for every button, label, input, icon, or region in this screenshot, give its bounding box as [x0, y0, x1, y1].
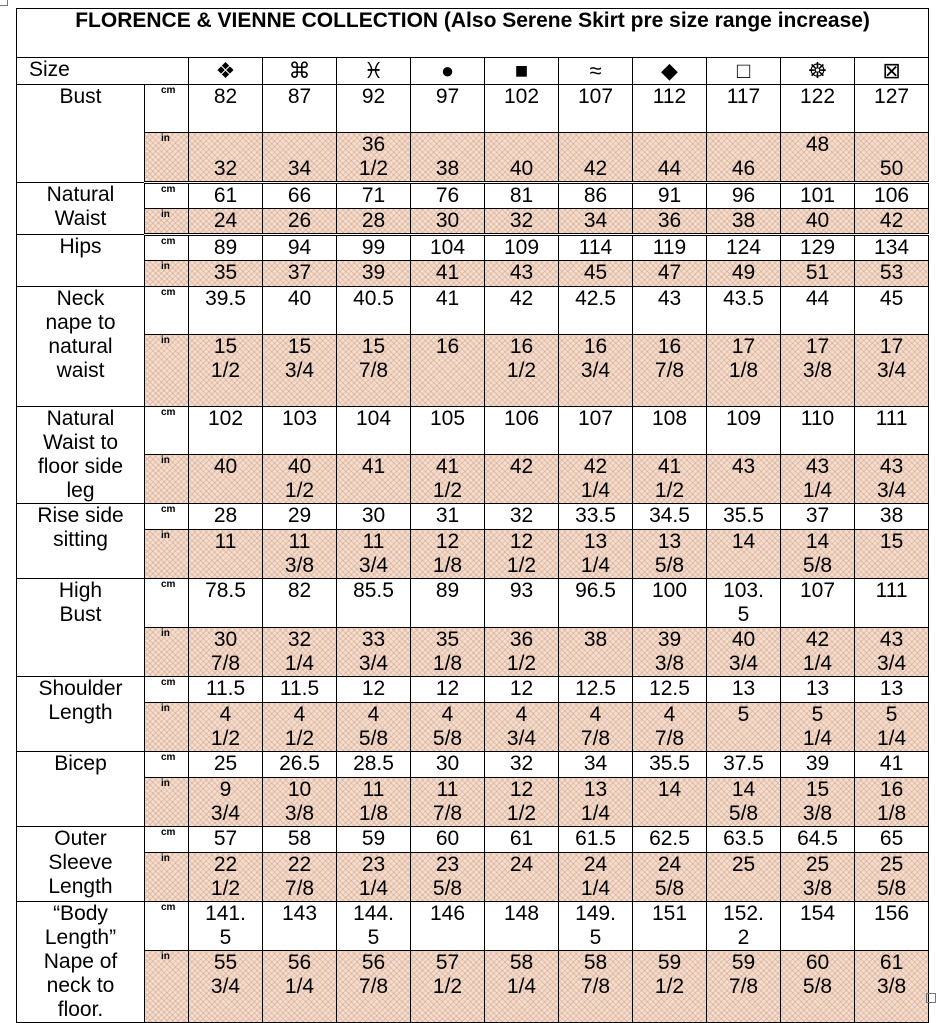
- cm-value-cell: 39.5: [189, 287, 263, 335]
- cm-value-cell: 107: [559, 407, 633, 455]
- in-value-cell: 41: [337, 455, 411, 504]
- in-value-cell: 24: [189, 209, 263, 235]
- cm-value-cell: 65: [855, 827, 929, 853]
- measurement-label-rise-side-sitting: Rise side sitting: [17, 504, 145, 579]
- unit-in-label: in: [145, 133, 189, 183]
- in-value-cell: 34: [263, 133, 337, 183]
- table-row: [17, 827, 929, 853]
- cm-value-cell: 89: [411, 579, 485, 628]
- unit-in-label: in: [145, 703, 189, 752]
- cm-value-cell: 129: [781, 235, 855, 261]
- cm-value-cell: 141. 5: [189, 902, 263, 951]
- measurement-rows: [17, 85, 929, 1023]
- cm-value-cell: 92: [337, 85, 411, 133]
- cm-value-cell: 107: [781, 579, 855, 628]
- in-value-cell: 9 3/4: [189, 778, 263, 827]
- in-value-cell: 45: [559, 261, 633, 287]
- in-value-cell: 40: [781, 209, 855, 235]
- unit-in-label: in: [145, 261, 189, 287]
- table-row: [17, 530, 929, 579]
- cm-value-cell: 99: [337, 235, 411, 261]
- in-value-cell: 11 1/8: [337, 778, 411, 827]
- size-symbol-4: ●: [411, 58, 485, 85]
- in-value-cell: 32 1/4: [263, 628, 337, 677]
- size-header-row: [17, 58, 929, 85]
- unit-cm-label: cm: [145, 407, 189, 455]
- in-value-cell: 59 7/8: [707, 951, 781, 1023]
- cm-value-cell: 61.5: [559, 827, 633, 853]
- in-value-cell: 49: [707, 261, 781, 287]
- in-value-cell: 30: [411, 209, 485, 235]
- cm-value-cell: 114: [559, 235, 633, 261]
- cm-value-cell: 87: [263, 85, 337, 133]
- measurement-label-bicep: Bicep: [17, 752, 145, 827]
- cm-value-cell: 82: [189, 85, 263, 133]
- in-value-cell: 43: [707, 455, 781, 504]
- cm-value-cell: 78.5: [189, 579, 263, 628]
- cm-value-cell: 31: [411, 504, 485, 530]
- cm-value-cell: 102: [189, 407, 263, 455]
- cm-value-cell: 30: [411, 752, 485, 778]
- size-symbol-6: ≈: [559, 58, 633, 85]
- cm-value-cell: 105: [411, 407, 485, 455]
- size-chart: [16, 8, 926, 1023]
- in-value-cell: 4 3/4: [485, 703, 559, 752]
- cm-value-cell: 12: [337, 677, 411, 703]
- cm-value-cell: 111: [855, 407, 929, 455]
- cm-value-cell: 28: [189, 504, 263, 530]
- size-symbol-9: ☸: [781, 58, 855, 85]
- cm-value-cell: 134: [855, 235, 929, 261]
- in-value-cell: 4 7/8: [559, 703, 633, 752]
- in-value-cell: 10 3/8: [263, 778, 337, 827]
- in-value-cell: 4 5/8: [411, 703, 485, 752]
- cm-value-cell: 29: [263, 504, 337, 530]
- in-value-cell: 38: [707, 209, 781, 235]
- cm-value-cell: 102: [485, 85, 559, 133]
- in-value-cell: 25 5/8: [855, 853, 929, 902]
- cm-value-cell: 82: [263, 579, 337, 628]
- in-value-cell: 24 1/4: [559, 853, 633, 902]
- unit-in-label: in: [145, 209, 189, 235]
- cm-value-cell: 11.5: [189, 677, 263, 703]
- in-value-cell: 60 5/8: [781, 951, 855, 1023]
- in-value-cell: 16 3/4: [559, 335, 633, 407]
- unit-cm-label: cm: [145, 827, 189, 853]
- cm-value-cell: 44: [781, 287, 855, 335]
- in-value-cell: 15 3/8: [781, 778, 855, 827]
- chart-title: FLORENCE & VIENNE COLLECTION (Also Serene Skirt pre size range increase): [17, 9, 929, 58]
- in-value-cell: 51: [781, 261, 855, 287]
- cm-value-cell: 152. 2: [707, 902, 781, 951]
- cm-value-cell: 100: [633, 579, 707, 628]
- in-value-cell: 41 1/2: [633, 455, 707, 504]
- cm-value-cell: 81: [485, 183, 559, 209]
- in-value-cell: 16 7/8: [633, 335, 707, 407]
- in-value-cell: 15 1/2: [189, 335, 263, 407]
- cm-value-cell: 96: [707, 183, 781, 209]
- cm-value-cell: 43: [633, 287, 707, 335]
- cm-value-cell: 33.5: [559, 504, 633, 530]
- in-value-cell: 17 1/8: [707, 335, 781, 407]
- cm-value-cell: 154: [781, 902, 855, 951]
- in-value-cell: 58 1/4: [485, 951, 559, 1023]
- in-value-cell: 30 7/8: [189, 628, 263, 677]
- measurement-label-natural-waist-to-floor-side-leg: Natural Waist to floor side leg: [17, 407, 145, 504]
- in-value-cell: 12 1/2: [485, 778, 559, 827]
- in-value-cell: 50: [855, 133, 929, 183]
- cm-value-cell: 104: [337, 407, 411, 455]
- cm-value-cell: 12: [411, 677, 485, 703]
- in-value-cell: 43: [485, 261, 559, 287]
- cm-value-cell: 119: [633, 235, 707, 261]
- table-row: [17, 778, 929, 827]
- in-value-cell: 34: [559, 209, 633, 235]
- table-row: [17, 235, 929, 261]
- in-value-cell: 42: [485, 455, 559, 504]
- cm-value-cell: 143: [263, 902, 337, 951]
- cm-value-cell: 149. 5: [559, 902, 633, 951]
- in-value-cell: 47: [633, 261, 707, 287]
- cm-value-cell: 66: [263, 183, 337, 209]
- unit-cm-label: cm: [145, 677, 189, 703]
- cm-value-cell: 12.5: [633, 677, 707, 703]
- cm-value-cell: 124: [707, 235, 781, 261]
- in-value-cell: 12 1/2: [485, 530, 559, 579]
- table-row: [17, 261, 929, 287]
- in-value-cell: 43 1/4: [781, 455, 855, 504]
- in-value-cell: 48: [781, 133, 855, 183]
- unit-cm-label: cm: [145, 287, 189, 335]
- cm-value-cell: 144. 5: [337, 902, 411, 951]
- in-value-cell: 56 7/8: [337, 951, 411, 1023]
- in-value-cell: 14: [707, 530, 781, 579]
- in-value-cell: 4 7/8: [633, 703, 707, 752]
- in-value-cell: 38: [411, 133, 485, 183]
- size-symbol-5: ■: [485, 58, 559, 85]
- cm-value-cell: 12.5: [559, 677, 633, 703]
- in-value-cell: 15: [855, 530, 929, 579]
- in-value-cell: 40 3/4: [707, 628, 781, 677]
- size-symbol-8: □: [707, 58, 781, 85]
- cm-value-cell: 86: [559, 183, 633, 209]
- in-value-cell: 11 7/8: [411, 778, 485, 827]
- in-value-cell: 55 3/4: [189, 951, 263, 1023]
- cm-value-cell: 39: [781, 752, 855, 778]
- in-value-cell: 58 7/8: [559, 951, 633, 1023]
- table-row: [17, 133, 929, 183]
- unit-in-label: in: [145, 853, 189, 902]
- cm-value-cell: 64.5: [781, 827, 855, 853]
- cm-value-cell: 42: [485, 287, 559, 335]
- in-value-cell: 36 1/2: [337, 133, 411, 183]
- cm-value-cell: 11.5: [263, 677, 337, 703]
- in-value-cell: 22 7/8: [263, 853, 337, 902]
- in-value-cell: 46: [707, 133, 781, 183]
- cm-value-cell: 43.5: [707, 287, 781, 335]
- cm-value-cell: 97: [411, 85, 485, 133]
- measurement-label-bust: Bust: [17, 85, 145, 183]
- cm-value-cell: 12: [485, 677, 559, 703]
- in-value-cell: 5 1/4: [781, 703, 855, 752]
- cm-value-cell: 103: [263, 407, 337, 455]
- cm-value-cell: 25: [189, 752, 263, 778]
- in-value-cell: 5: [707, 703, 781, 752]
- in-value-cell: 57 1/2: [411, 951, 485, 1023]
- in-value-cell: 22 1/2: [189, 853, 263, 902]
- table-row: [17, 752, 929, 778]
- in-value-cell: 15 3/4: [263, 335, 337, 407]
- cm-value-cell: 151: [633, 902, 707, 951]
- in-value-cell: 28: [337, 209, 411, 235]
- in-value-cell: 4 1/2: [263, 703, 337, 752]
- unit-cm-label: cm: [145, 183, 189, 209]
- in-value-cell: 43 3/4: [855, 455, 929, 504]
- in-value-cell: 11: [189, 530, 263, 579]
- in-value-cell: 14: [633, 778, 707, 827]
- measurement-label-shoulder-length: Shoulder Length: [17, 677, 145, 752]
- unit-cm-label: cm: [145, 85, 189, 133]
- size-symbol-10: ⊠: [855, 58, 929, 85]
- cm-value-cell: 94: [263, 235, 337, 261]
- cm-value-cell: 109: [707, 407, 781, 455]
- in-value-cell: 13 5/8: [633, 530, 707, 579]
- in-value-cell: 25 3/8: [781, 853, 855, 902]
- size-symbol-2: ⌘: [263, 58, 337, 85]
- measurement-label-outer-sleeve-length: Outer Sleeve Length: [17, 827, 145, 902]
- cm-value-cell: 106: [855, 183, 929, 209]
- in-value-cell: 61 3/8: [855, 951, 929, 1023]
- cm-value-cell: 37: [781, 504, 855, 530]
- in-value-cell: 39: [337, 261, 411, 287]
- cm-value-cell: 110: [781, 407, 855, 455]
- in-value-cell: 53: [855, 261, 929, 287]
- in-value-cell: 40: [485, 133, 559, 183]
- table-row: [17, 504, 929, 530]
- measurement-label-neck-nape-to-natural-waist: Neck nape to natural waist: [17, 287, 145, 407]
- measurement-label-hips: Hips: [17, 235, 145, 287]
- cm-value-cell: 117: [707, 85, 781, 133]
- cm-value-cell: 104: [411, 235, 485, 261]
- unit-cm-label: cm: [145, 235, 189, 261]
- cm-value-cell: 38: [855, 504, 929, 530]
- unit-in-label: in: [145, 951, 189, 1023]
- cm-value-cell: 35.5: [633, 752, 707, 778]
- unit-cm-label: cm: [145, 504, 189, 530]
- cm-value-cell: 41: [411, 287, 485, 335]
- table-row: [17, 209, 929, 235]
- cm-value-cell: 85.5: [337, 579, 411, 628]
- cm-value-cell: 156: [855, 902, 929, 951]
- unit-cm-label: cm: [145, 752, 189, 778]
- in-value-cell: 11 3/8: [263, 530, 337, 579]
- size-label: Size: [17, 58, 189, 85]
- cm-value-cell: 91: [633, 183, 707, 209]
- cm-value-cell: 61: [485, 827, 559, 853]
- in-value-cell: 4 1/2: [189, 703, 263, 752]
- unit-in-label: in: [145, 530, 189, 579]
- cm-value-cell: 30: [337, 504, 411, 530]
- size-symbol-1: ❖: [189, 58, 263, 85]
- unit-in-label: in: [145, 455, 189, 504]
- table-row: [17, 183, 929, 209]
- in-value-cell: 36 1/2: [485, 628, 559, 677]
- cm-value-cell: 32: [485, 752, 559, 778]
- table-row: [17, 677, 929, 703]
- in-value-cell: 16: [411, 335, 485, 407]
- in-value-cell: 4 5/8: [337, 703, 411, 752]
- in-value-cell: 25: [707, 853, 781, 902]
- unit-in-label: in: [145, 778, 189, 827]
- cm-value-cell: 112: [633, 85, 707, 133]
- size-chart-table: [16, 8, 929, 1023]
- cm-value-cell: 96.5: [559, 579, 633, 628]
- in-value-cell: 33 3/4: [337, 628, 411, 677]
- size-symbol-3: ♓: [337, 58, 411, 85]
- cm-value-cell: 59: [337, 827, 411, 853]
- cm-value-cell: 106: [485, 407, 559, 455]
- cm-value-cell: 34.5: [633, 504, 707, 530]
- cm-value-cell: 89: [189, 235, 263, 261]
- in-value-cell: 36: [633, 209, 707, 235]
- in-value-cell: 42: [855, 209, 929, 235]
- table-row: [17, 902, 929, 951]
- cm-value-cell: 28.5: [337, 752, 411, 778]
- cm-value-cell: 26.5: [263, 752, 337, 778]
- measurement-label-high-bust: High Bust: [17, 579, 145, 677]
- cm-value-cell: 122: [781, 85, 855, 133]
- cm-value-cell: 61: [189, 183, 263, 209]
- unit-in-label: in: [145, 335, 189, 407]
- in-value-cell: 23 5/8: [411, 853, 485, 902]
- in-value-cell: 13 1/4: [559, 778, 633, 827]
- table-row: [17, 579, 929, 628]
- cm-value-cell: 62.5: [633, 827, 707, 853]
- in-value-cell: 16 1/8: [855, 778, 929, 827]
- table-row: [17, 628, 929, 677]
- cm-value-cell: 111: [855, 579, 929, 628]
- size-symbol-7: ◆: [633, 58, 707, 85]
- in-value-cell: 37: [263, 261, 337, 287]
- in-value-cell: 43 3/4: [855, 628, 929, 677]
- in-value-cell: 35 1/8: [411, 628, 485, 677]
- cm-value-cell: 60: [411, 827, 485, 853]
- in-value-cell: 12 1/8: [411, 530, 485, 579]
- in-value-cell: 14 5/8: [781, 530, 855, 579]
- cm-value-cell: 40: [263, 287, 337, 335]
- in-value-cell: 42: [559, 133, 633, 183]
- measurement-label-body-length-nape-of-neck-to-floor: “Body Length” Nape of neck to floor.: [17, 902, 145, 1023]
- in-value-cell: 42 1/4: [559, 455, 633, 504]
- in-value-cell: 35: [189, 261, 263, 287]
- cm-value-cell: 148: [485, 902, 559, 951]
- cm-value-cell: 109: [485, 235, 559, 261]
- page-corner-mark-bottom: [926, 993, 936, 1003]
- unit-in-label: in: [145, 628, 189, 677]
- table-row: [17, 455, 929, 504]
- in-value-cell: 26: [263, 209, 337, 235]
- cm-value-cell: 13: [855, 677, 929, 703]
- in-value-cell: 42 1/4: [781, 628, 855, 677]
- in-value-cell: 32: [189, 133, 263, 183]
- in-value-cell: 40 1/2: [263, 455, 337, 504]
- cm-value-cell: 34: [559, 752, 633, 778]
- table-row: [17, 407, 929, 455]
- cm-value-cell: 57: [189, 827, 263, 853]
- unit-cm-label: cm: [145, 902, 189, 951]
- cm-value-cell: 32: [485, 504, 559, 530]
- cm-value-cell: 42.5: [559, 287, 633, 335]
- in-value-cell: 41: [411, 261, 485, 287]
- in-value-cell: 59 1/2: [633, 951, 707, 1023]
- in-value-cell: 15 7/8: [337, 335, 411, 407]
- in-value-cell: 38: [559, 628, 633, 677]
- in-value-cell: 17 3/8: [781, 335, 855, 407]
- in-value-cell: 41 1/2: [411, 455, 485, 504]
- cm-value-cell: 108: [633, 407, 707, 455]
- in-value-cell: 23 1/4: [337, 853, 411, 902]
- in-value-cell: 17 3/4: [855, 335, 929, 407]
- cm-value-cell: 13: [781, 677, 855, 703]
- table-row: [17, 85, 929, 133]
- table-row: [17, 287, 929, 335]
- table-row: [17, 853, 929, 902]
- cm-value-cell: 40.5: [337, 287, 411, 335]
- in-value-cell: 24 5/8: [633, 853, 707, 902]
- cm-value-cell: 37.5: [707, 752, 781, 778]
- in-value-cell: 32: [485, 209, 559, 235]
- in-value-cell: 16 1/2: [485, 335, 559, 407]
- in-value-cell: 56 1/4: [263, 951, 337, 1023]
- cm-value-cell: 101: [781, 183, 855, 209]
- unit-cm-label: cm: [145, 579, 189, 628]
- cm-value-cell: 107: [559, 85, 633, 133]
- measurement-label-natural-waist: Natural Waist: [17, 183, 145, 235]
- in-value-cell: 11 3/4: [337, 530, 411, 579]
- table-row: [17, 703, 929, 752]
- in-value-cell: 40: [189, 455, 263, 504]
- in-value-cell: 13 1/4: [559, 530, 633, 579]
- cm-value-cell: 63.5: [707, 827, 781, 853]
- in-value-cell: 24: [485, 853, 559, 902]
- cm-value-cell: 76: [411, 183, 485, 209]
- cm-value-cell: 35.5: [707, 504, 781, 530]
- cm-value-cell: 127: [855, 85, 929, 133]
- in-value-cell: 44: [633, 133, 707, 183]
- in-value-cell: 39 3/8: [633, 628, 707, 677]
- cm-value-cell: 13: [707, 677, 781, 703]
- page-corner-mark-top: [0, 0, 8, 6]
- in-value-cell: 14 5/8: [707, 778, 781, 827]
- in-value-cell: 5 1/4: [855, 703, 929, 752]
- cm-value-cell: 71: [337, 183, 411, 209]
- table-row: [17, 335, 929, 407]
- cm-value-cell: 93: [485, 579, 559, 628]
- cm-value-cell: 146: [411, 902, 485, 951]
- cm-value-cell: 58: [263, 827, 337, 853]
- cm-value-cell: 45: [855, 287, 929, 335]
- cm-value-cell: 41: [855, 752, 929, 778]
- cm-value-cell: 103. 5: [707, 579, 781, 628]
